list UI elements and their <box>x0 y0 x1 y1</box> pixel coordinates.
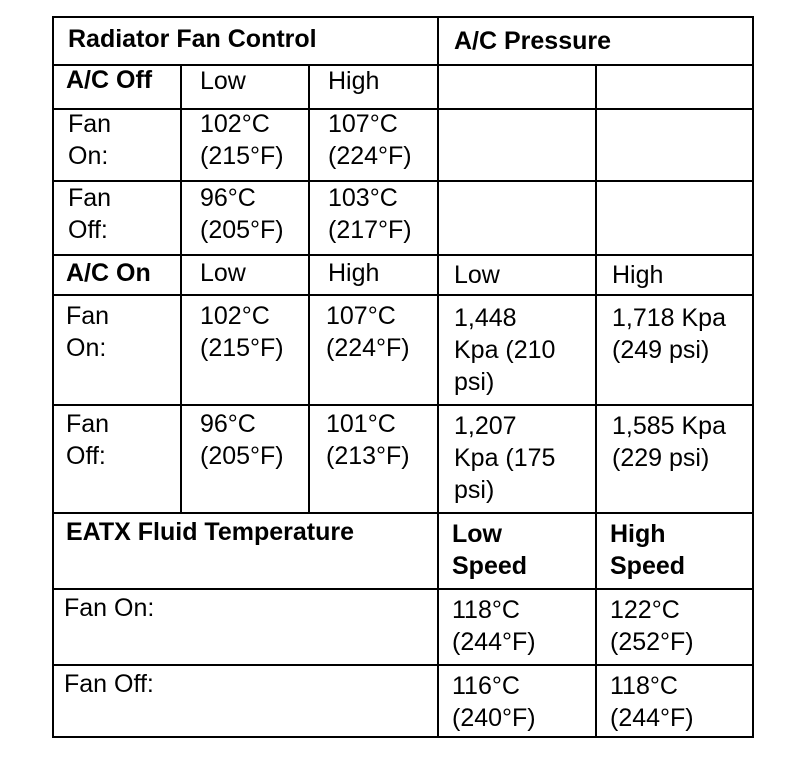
radiator-fan-control-header: Radiator Fan Control <box>68 25 317 53</box>
row-divider <box>54 294 752 296</box>
row-divider <box>54 404 752 406</box>
row-divider <box>54 512 752 514</box>
temp-value: 122°C <box>610 596 680 624</box>
fan-on-label: On: <box>66 334 107 362</box>
temp-value: (252°F) <box>610 628 694 656</box>
temp-value: (205°F) <box>200 216 284 244</box>
temp-value: 107°C <box>328 110 398 138</box>
ac-on-high-header: High <box>328 259 380 287</box>
temp-value: 107°C <box>326 302 396 330</box>
temp-value: 96°C <box>200 184 256 212</box>
temp-value: (244°F) <box>452 628 536 656</box>
temp-value: 118°C <box>452 596 520 624</box>
low-speed-header: Low <box>452 520 502 548</box>
fan-off-label: Off: <box>68 216 108 244</box>
temp-value: (205°F) <box>200 442 284 470</box>
column-divider <box>180 64 182 512</box>
temp-value: 101°C <box>326 410 396 438</box>
temp-value: (224°F) <box>326 334 410 362</box>
ac-off-high-header: High <box>328 67 380 95</box>
fan-off-label: Off: <box>66 442 106 470</box>
high-speed-header: Speed <box>610 552 686 580</box>
fan-off-label: Fan <box>68 184 112 212</box>
ac-on-low-header: Low <box>200 259 246 287</box>
temp-value: 102°C <box>200 110 270 138</box>
pressure-value: psi) <box>454 476 495 504</box>
temp-value: (213°F) <box>326 442 410 470</box>
temp-value: 103°C <box>328 184 398 212</box>
row-divider <box>54 180 752 182</box>
low-speed-header: Speed <box>452 552 528 580</box>
pressure-value: Kpa (175 <box>454 444 556 472</box>
temp-value: 116°C <box>452 672 520 700</box>
fan-off-label: Fan <box>66 410 110 438</box>
temp-value: 118°C <box>610 672 678 700</box>
fan-off-label: Fan Off: <box>64 670 154 698</box>
temp-value: (224°F) <box>328 142 412 170</box>
pressure-value: 1,585 Kpa <box>612 412 726 440</box>
pressure-value: 1,207 <box>454 412 517 440</box>
fan-control-table <box>52 16 754 738</box>
high-speed-header: High <box>610 520 666 548</box>
fan-on-label: Fan <box>68 110 112 138</box>
fan-on-label: Fan <box>66 302 110 330</box>
eatx-fluid-temperature-header: EATX Fluid Temperature <box>66 518 355 546</box>
temp-value: (215°F) <box>200 334 284 362</box>
temp-value: (240°F) <box>452 704 536 732</box>
ac-pressure-header: A/C Pressure <box>454 27 612 55</box>
temp-value: 96°C <box>200 410 256 438</box>
pressure-value: 1,448 <box>454 304 517 332</box>
ac-on-label: A/C On <box>66 259 151 287</box>
temp-value: (215°F) <box>200 142 284 170</box>
column-divider <box>595 64 597 736</box>
pressure-high-header: High <box>612 261 664 289</box>
pressure-value: (249 psi) <box>612 336 710 364</box>
pressure-value: (229 psi) <box>612 444 710 472</box>
ac-off-low-header: Low <box>200 67 246 95</box>
fan-on-label: Fan On: <box>64 594 155 622</box>
column-divider <box>308 64 310 512</box>
pressure-value: Kpa (210 <box>454 336 556 364</box>
pressure-value: 1,718 Kpa <box>612 304 726 332</box>
temp-value: (217°F) <box>328 216 412 244</box>
pressure-low-header: Low <box>454 261 500 289</box>
row-divider <box>54 108 752 110</box>
row-divider <box>54 588 752 590</box>
column-divider <box>437 18 439 736</box>
row-divider <box>54 254 752 256</box>
row-divider <box>54 64 752 66</box>
ac-off-label: A/C Off <box>66 66 153 94</box>
pressure-value: psi) <box>454 368 495 396</box>
fan-on-label: On: <box>68 142 109 170</box>
row-divider <box>54 664 752 666</box>
temp-value: (244°F) <box>610 704 694 732</box>
temp-value: 102°C <box>200 302 270 330</box>
